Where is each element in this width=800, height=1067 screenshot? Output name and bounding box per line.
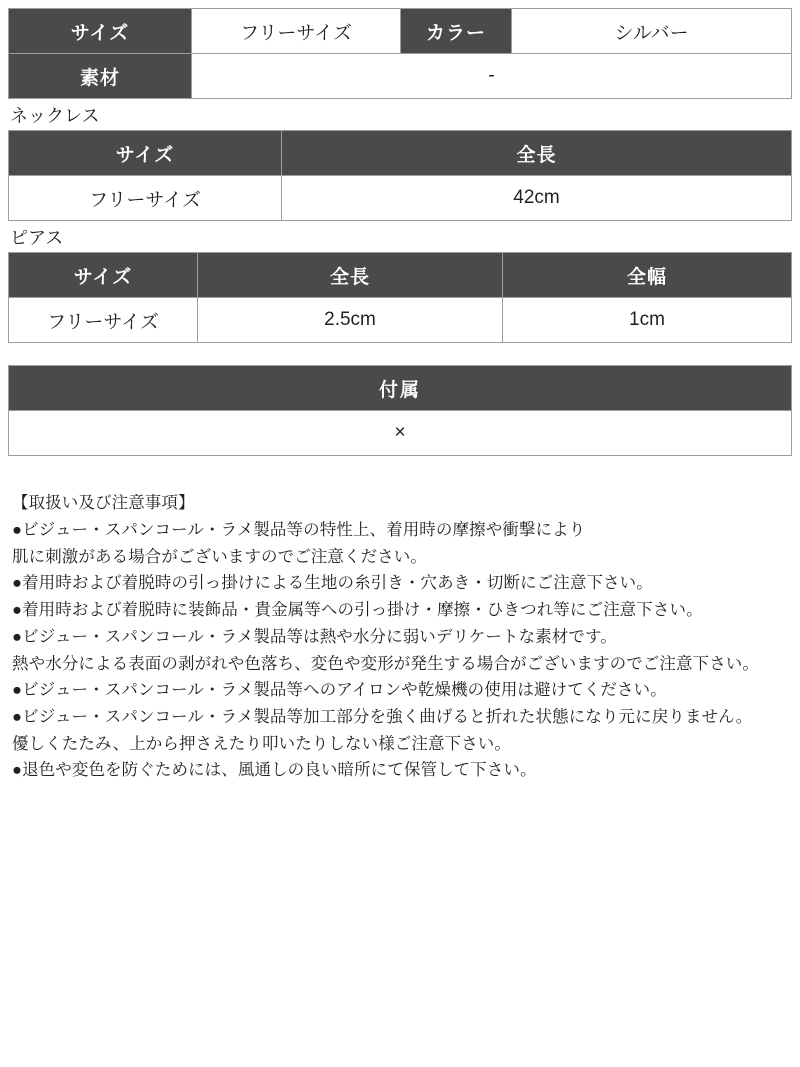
table-row [9, 253, 792, 298]
care-note-line: ●着用時および着脱時の引っ掛けによる生地の糸引き・穴あき・切断にご注意下さい。 [12, 574, 653, 593]
care-note-line: 優しくたたみ、上から押さえたり叩いたりしない様ご注意下さい。 [12, 734, 511, 753]
earrings-size-value: フリーサイズ [9, 298, 198, 343]
main-spec-table [8, 8, 792, 99]
necklace-section-label: ネックレス [10, 106, 100, 126]
care-note-line: ●ビジュー・スパンコール・ラメ製品等は熱や水分に弱いデリケートな素材です。 [12, 627, 617, 646]
spec-size-header: サイズ [9, 9, 192, 54]
necklace-size-header: サイズ [9, 131, 282, 176]
spec-material-value: - [192, 54, 792, 99]
necklace-size-value: フリーサイズ [9, 176, 282, 221]
necklace-length-value: 42cm [282, 176, 792, 221]
care-note-line: ●ビジュー・スパンコール・ラメ製品等の特性上、着用時の摩擦や衝撃により [12, 520, 586, 539]
earrings-size-header: サイズ [9, 253, 198, 298]
earrings-width-value: 1cm [503, 298, 792, 343]
attachment-header: 付属 [9, 366, 792, 411]
earrings-length-header: 全長 [198, 253, 503, 298]
table-row [9, 131, 792, 176]
care-note-line: ●退色や変色を防ぐためには、風通しの良い暗所にて保管して下さい。 [12, 761, 537, 780]
care-note-line: ●ビジュー・スパンコール・ラメ製品等加工部分を強く曲げると折れた状態になり元に戻りません。 [12, 707, 753, 726]
earrings-width-header: 全幅 [503, 253, 792, 298]
section-spacer [8, 343, 792, 365]
care-note-line: 熱や水分による表面の剥がれや色落ち、変色や変形が発生する場合がございますのでご注意下さい。 [12, 654, 759, 673]
necklace-length-header: 全長 [282, 131, 792, 176]
care-note-line: 肌に刺激がある場合がございますのでご注意ください。 [12, 547, 427, 566]
necklace-spec-table [8, 130, 792, 221]
spec-color-header: カラー [401, 9, 512, 54]
attachment-table [8, 365, 792, 456]
earrings-spec-table [8, 252, 792, 343]
table-row [9, 54, 792, 99]
care-notes-title: 【取扱い及び注意事項】 [12, 494, 195, 513]
spec-material-header: 素材 [9, 54, 192, 99]
table-row [9, 298, 792, 343]
table-row [9, 411, 792, 456]
attachment-value: × [9, 411, 792, 456]
care-notes [12, 490, 792, 784]
table-row [9, 176, 792, 221]
table-row [9, 366, 792, 411]
spec-size-value: フリーサイズ [192, 9, 401, 54]
care-note-line: ●ビジュー・スパンコール・ラメ製品等へのアイロンや乾燥機の使用は避けてください。 [12, 681, 667, 700]
earrings-section-label: ピアス [10, 228, 64, 249]
earrings-length-value: 2.5cm [198, 298, 503, 343]
care-note-line: ●着用時および着脱時に装飾品・貴金属等への引っ掛け・摩擦・ひきつれ等にご注意下さい。 [12, 601, 703, 620]
table-row [9, 9, 792, 54]
spec-color-value: シルバー [512, 9, 792, 54]
